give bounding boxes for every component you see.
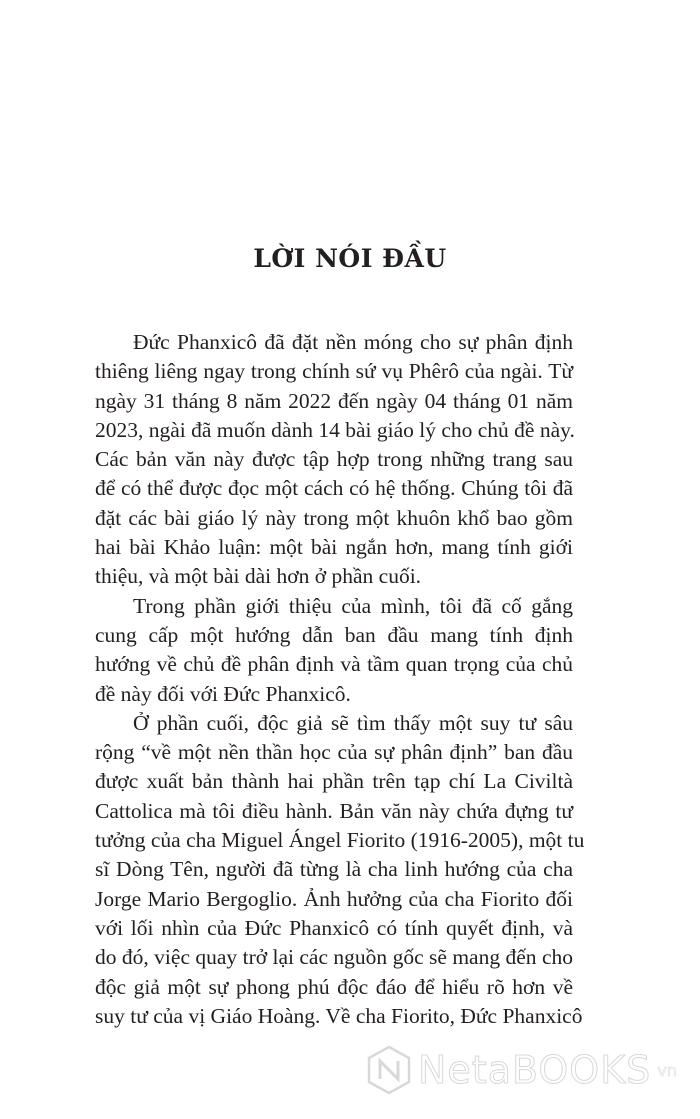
text-line: rộng “về một nền thần học của sự phân định” ban đầu [95,740,573,765]
text-line: Trong phần giới thiệu của mình, tôi đã cố gắng [133,593,573,618]
watermark-suffix: vn [657,1060,677,1080]
text-line: Ở phần cuối, độc giả sẽ tìm thấy một suy tư sâu [133,710,573,735]
text-line: suy tư của vị Giáo Hoàng. Về cha Fiorito, Đức Phanxicô [95,1003,583,1028]
watermark-text: NetaBOOKS [418,1048,652,1092]
text-line: ngày 31 tháng 8 năm 2022 đến ngày 04 tháng 01 năm [95,388,573,413]
paragraph [95,328,573,592]
text-line: tưởng của cha Miguel Ángel Fiorito (1916-2005), một tu [95,828,585,853]
document-body [95,328,585,1031]
text-line: để có thể được đọc một cách có hệ thống. Chúng tôi đã [95,476,573,501]
paragraph [95,709,585,1031]
text-line: 2023, ngài đã muốn dành 14 bài giáo lý cho chủ đề này. [95,417,575,442]
text-line: được xuất bản thành hai phần trên tạp chí La Civiltà [95,769,573,794]
text-line: do đó, việc quay trở lại các nguồn gốc sẽ mang đến cho [95,945,573,970]
text-line: Các bản văn này được tập hợp trong những trang sau [95,447,573,472]
text-line: thiệu, và một bài dài hơn ở phần cuối. [95,564,422,589]
hexagon-n-logo-icon [366,1045,412,1095]
text-line: sĩ Dòng Tên, người đã từng là cha linh hướng của cha [95,857,573,882]
text-line: với lối nhìn của Đức Phanxicô có tính quyết định, và [95,915,573,940]
text-line: Jorge Mario Bergoglio. Ảnh hưởng của cha Fiorito đối [95,886,573,911]
text-line: đặt các bài giáo lý này trong một khuôn khổ bao gồm [95,505,573,530]
text-line: hai bài Khảo luận: một bài ngắn hơn, mang tính giới [95,535,573,560]
text-line: độc giả một sự phong phú độc đáo để hiểu rõ hơn về [95,974,573,999]
text-line: hướng về chủ đề phân định và tầm quan trọng của chủ [95,652,573,677]
text-line: Đức Phanxicô đã đặt nền móng cho sự phân định [133,330,573,354]
text-line: đề này đối với Đức Phanxicô. [95,681,351,706]
text-line: Cattolica mà tôi điều hành. Bản văn này chứa đựng tư [95,798,573,823]
paragraph [95,592,573,709]
text-line: cung cấp một hướng dẫn ban đầu mang tính định [95,622,573,647]
watermark-logo [366,1045,677,1095]
page-title: LỜI NÓI ĐẦU [253,244,447,273]
text-line: thiêng liêng ngay trong chính sứ vụ Phêrô của ngài. Từ [95,359,573,384]
